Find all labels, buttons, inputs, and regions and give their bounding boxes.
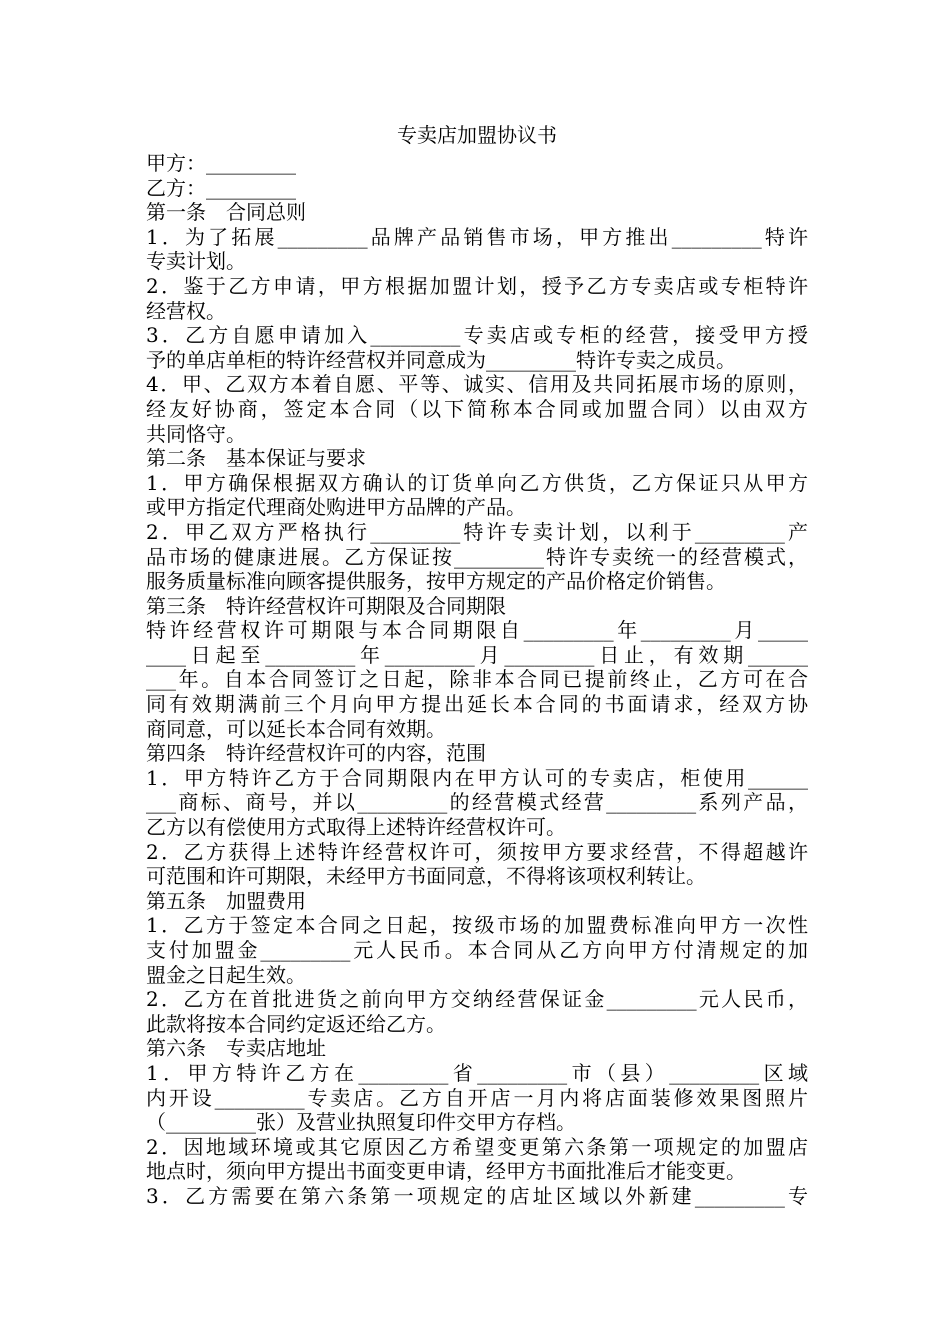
text-line: 经友好协商，签定本合同（以下简称本合同或加盟合同）以由双方 <box>146 396 808 421</box>
text-line: 1．甲方确保根据双方确认的订货单向乙方供货，乙方保证只从甲方 <box>146 470 808 495</box>
text-line: 4．甲、乙双方本着自愿、平等、诚实、信用及共同拓展市场的原则， <box>146 372 808 397</box>
text-line: 第五条 加盟费用 <box>146 888 306 913</box>
text-line: 2．乙方获得上述特许经营权许可，须按甲方要求经营，不得超越许 <box>146 839 808 864</box>
text-line: 2．乙方在首批进货之前向甲方交纳经营保证金_________元人民币， <box>146 987 808 1012</box>
text-line: 甲方：_________ <box>146 151 296 175</box>
text-line: 经营权。 <box>146 298 226 323</box>
text-line: 第四条 特许经营权许可的内容，范围 <box>146 741 486 766</box>
text-line: 2．甲乙双方严格执行_________特许专卖计划，以利于_________产 <box>146 519 808 544</box>
text-line: 内开设_________专卖店。乙方自开店一月内将店面装修效果图照片 <box>146 1085 808 1110</box>
text-line: 乙方以有偿使用方式取得上述特许经营权许可。 <box>146 815 566 840</box>
text-line: 2．因地域环境或其它原因乙方希望变更第六条第一项规定的加盟店 <box>146 1134 808 1159</box>
text-line: ____日起至_________年_________月_________日止，有效期______ <box>146 642 808 667</box>
text-line: 盟金之日起生效。 <box>146 962 306 987</box>
text-line: 或甲方指定代理商处购进甲方品牌的产品。 <box>146 495 526 520</box>
text-line: 第一条 合同总则 <box>146 200 306 225</box>
document-body <box>146 151 808 1209</box>
text-line: ___商标、商号，并以_________的经营模式经营_________系列产品， <box>146 790 808 815</box>
text-line: 1．乙方于签定本合同之日起，按级市场的加盟费标准向甲方一次性 <box>146 913 808 938</box>
text-line: 专卖计划。 <box>146 249 246 274</box>
text-line: 第六条 专卖店地址 <box>146 1036 326 1061</box>
text-line: 予的单店单柜的特许经营权并同意成为_________特许专卖之成员。 <box>146 347 736 372</box>
text-line: 乙方：_________ <box>146 175 296 200</box>
text-line: 1．甲方特许乙方于合同期限内在甲方认可的专卖店，柜使用______ <box>146 765 808 790</box>
text-line: 地点时，须向甲方提出书面变更申请，经甲方书面批准后才能变更。 <box>146 1159 746 1184</box>
text-line: 3．乙方需要在第六条第一项规定的店址区域以外新建_________专 <box>146 1183 808 1208</box>
text-line: 支付加盟金_________元人民币。本合同从乙方向甲方付清规定的加 <box>146 938 808 962</box>
text-line: 品市场的健康进展。乙方保证按_________特许专卖统一的经营模式， <box>146 544 808 569</box>
text-line: 特许经营权许可期限与本合同期限自_________年_________月_____ <box>146 618 808 643</box>
text-line: 3．乙方自愿申请加入_________专卖店或专柜的经营，接受甲方授 <box>146 323 808 348</box>
text-line: ___年。自本合同签订之日起，除非本合同已提前终止，乙方可在合 <box>146 667 808 692</box>
text-line: 2．鉴于乙方申请，甲方根据加盟计划，授予乙方专卖店或专柜特许 <box>146 273 808 298</box>
document-title: 专卖店加盟协议书 <box>397 123 557 147</box>
text-line: （_________张）及营业执照复印件交甲方存档。 <box>146 1110 576 1135</box>
text-line: 1．为了拓展_________品牌产品销售市场，甲方推出_________特许 <box>146 224 808 249</box>
text-line: 共同恪守。 <box>146 421 246 446</box>
text-line: 商同意，可以延长本合同有效期。 <box>146 716 446 741</box>
text-line: 1．甲方特许乙方在_________省_________市（县）_________区域 <box>146 1060 808 1085</box>
text-line: 可范围和许可期限，未经甲方书面同意，不得将该项权利转让。 <box>146 864 706 889</box>
text-line: 同有效期满前三个月向甲方提出延长本合同的书面请求，经双方协 <box>146 692 808 717</box>
text-line: 服务质量标准向顾客提供服务，按甲方规定的产品价格定价销售。 <box>146 569 726 594</box>
text-line: 第二条 基本保证与要求 <box>146 446 366 471</box>
text-line: 第三条 特许经营权许可期限及合同期限 <box>146 593 506 618</box>
text-line: 此款将按本合同约定返还给乙方。 <box>146 1011 446 1036</box>
